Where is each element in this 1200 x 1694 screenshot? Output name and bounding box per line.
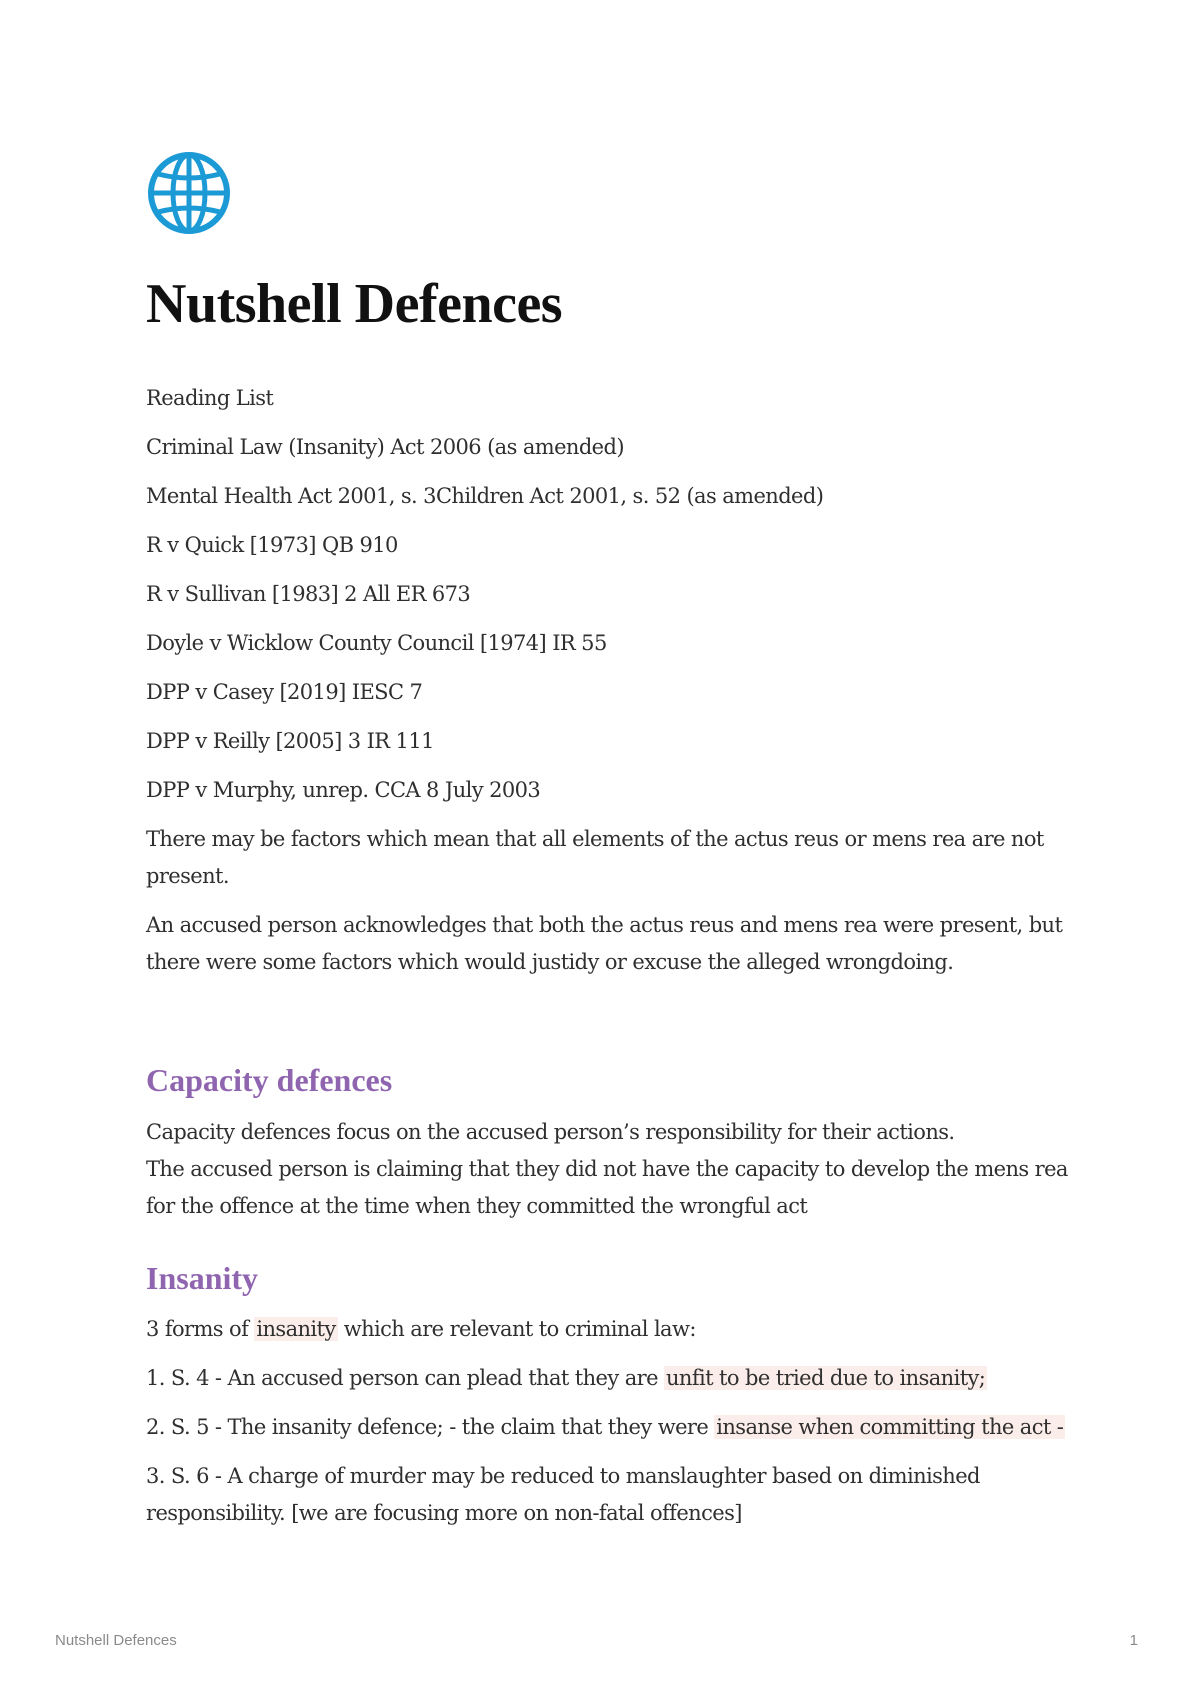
- capacity-defences-heading: Capacity defences: [146, 1062, 393, 1099]
- intro-paragraph: An accused person acknowledges that both the actus reus and mens rea were present, but there were some factors which would justidy or excuse the alleged wrongdoing.: [146, 913, 1063, 975]
- reading-list-heading: Reading List: [146, 386, 274, 411]
- intro-paragraph: There may be factors which mean that all elements of the actus reus or mens rea are not present.: [146, 827, 1044, 889]
- highlighted-text: insanity: [256, 1317, 336, 1342]
- list-item: Doyle v Wicklow County Council [1974] IR 55: [146, 631, 607, 656]
- text-run: 2. S. 5 - The insanity defence; - the claim that they were: [146, 1415, 715, 1440]
- capacity-paragraph: Capacity defences focus on the accused person’s responsibility for their actions.: [146, 1119, 955, 1144]
- list-item: DPP v Murphy, unrep. CCA 8 July 2003: [146, 778, 541, 803]
- globe-icon: [146, 150, 232, 236]
- highlighted-text: unfit to be tried due to insanity;: [666, 1366, 986, 1391]
- page-number: 1: [1129, 1632, 1138, 1649]
- list-item: R v Quick [1973] QB 910: [146, 533, 398, 558]
- text-run: 3 forms of: [146, 1317, 255, 1342]
- document-page: [146, 150, 1076, 1544]
- reading-list: [146, 380, 1076, 981]
- text-run: which are relevant to criminal law:: [337, 1317, 696, 1342]
- list-item: R v Sullivan [1983] 2 All ER 673: [146, 582, 471, 607]
- page-title: Nutshell Defences: [146, 273, 563, 335]
- text-run: 1. S. 4 - An accused person can plead that they are: [146, 1366, 664, 1391]
- insanity-heading: Insanity: [146, 1259, 259, 1296]
- insanity-item-1: [146, 1360, 1076, 1397]
- capacity-paragraph: The accused person is claiming that they did not have the capacity to develop the mens rea for the offence at the time when they committed the wrongful act: [146, 1156, 1068, 1218]
- insanity-item-2: [146, 1409, 1076, 1446]
- list-item: DPP v Reilly [2005] 3 IR 111: [146, 729, 434, 754]
- footer-title: Nutshell Defences: [55, 1632, 177, 1649]
- insanity-forms-paragraph: [146, 1311, 1076, 1348]
- insanity-item-3: 3. S. 6 - A charge of murder may be reduced to manslaughter based on diminished responsibility. [we are focusing more on non-fatal offences]: [146, 1464, 980, 1526]
- list-item: DPP v Casey [2019] IESC 7: [146, 680, 423, 705]
- list-item: Mental Health Act 2001, s. 3Children Act 2001, s. 52 (as amended): [146, 484, 824, 509]
- page-footer: [55, 1632, 1138, 1649]
- list-item: Criminal Law (Insanity) Act 2006 (as amended): [146, 435, 624, 460]
- highlighted-text: insanse when committing the act -: [716, 1415, 1064, 1440]
